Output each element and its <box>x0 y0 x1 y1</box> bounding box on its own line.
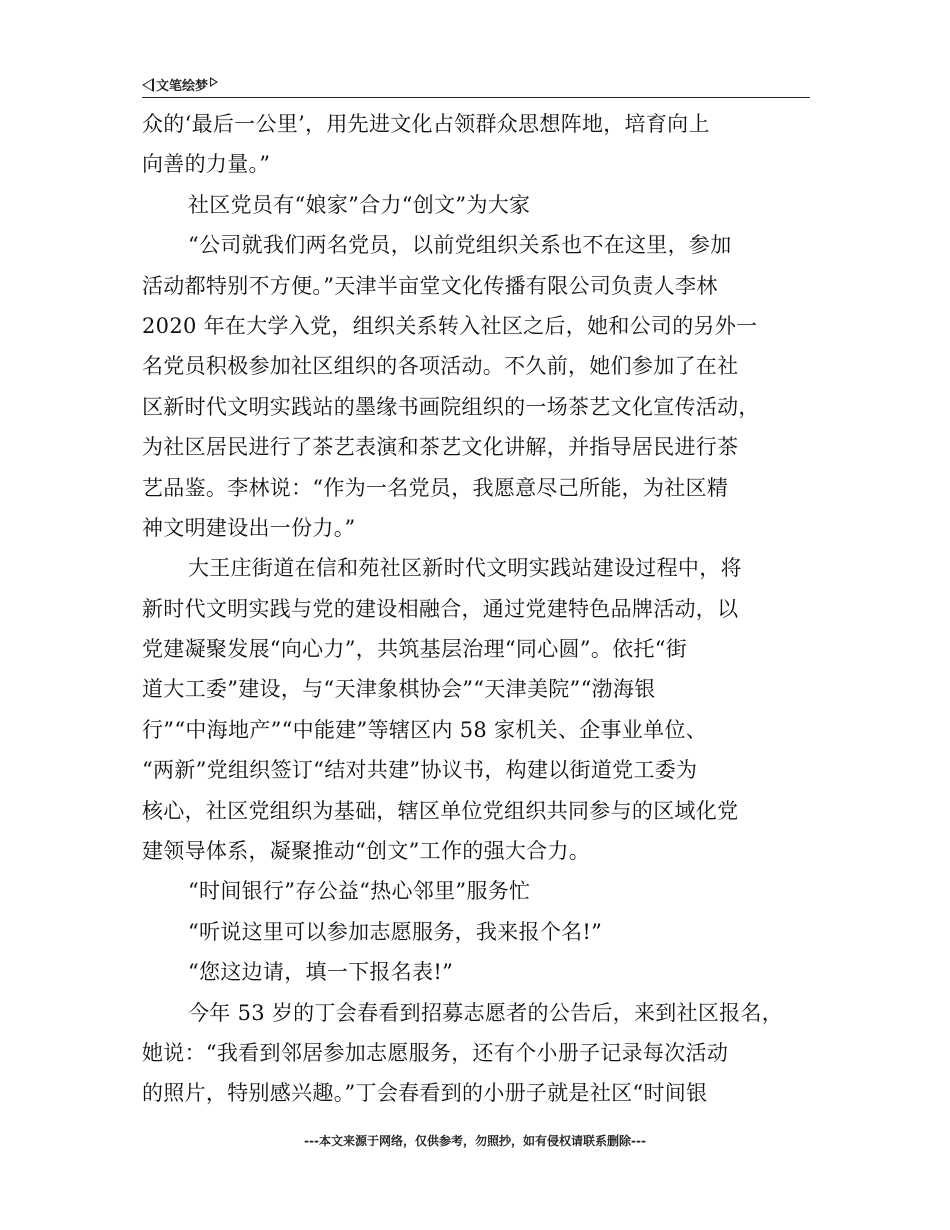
right-triangle-icon <box>210 77 218 87</box>
text-line: 活动都特别不方便。”天津半亩堂文化传播有限公司负责人李林 <box>142 273 718 298</box>
header-title: 文笔绘梦 <box>156 79 209 94</box>
text-line: 她说：“我看到邻居参加志愿服务，还有个小册子记录每次活动 <box>142 1040 729 1065</box>
text-line: 行”“中海地产”“中能建”等辖区内 58 家机关、企事业单位、 <box>142 717 708 742</box>
text-line: 核心，社区党组织为基础，辖区单位党组织共同参与的区域化党 <box>142 798 739 823</box>
text-line: 神文明建设出一份力。” <box>142 515 356 540</box>
text-line: 名党员积极参加社区组织的各项活动。不久前，她们参加了在社 <box>142 354 739 379</box>
text-line: 区新时代文明实践站的墨缘书画院组织的一场茶艺文化宣传活动， <box>142 394 760 419</box>
text-line: 社区党员有“娘家”合力“创文”为大家 <box>188 192 531 217</box>
document-body <box>142 104 818 1114</box>
text-line: 向善的力量。” <box>142 152 271 177</box>
text-line: “两新”党组织签订“结对共建”协议书，构建以街道党工委为 <box>142 758 698 783</box>
text-line: 建领导体系，凝聚推动“创文”工作的强大合力。 <box>142 839 591 864</box>
text-line: 艺品鉴。李林说：“作为一名党员，我愿意尽己所能，为社区精 <box>142 475 729 500</box>
text-line: 为社区居民进行了茶艺表演和茶艺文化讲解，并指导居民进行茶 <box>142 435 739 460</box>
footer-notice: ---本文来源于网络，仅供参考，勿照抄，如有侵权请联系删除--- <box>304 1134 646 1148</box>
text-line: “时间银行”存公益“热心邻里”服务忙 <box>188 879 531 904</box>
text-line: 的照片，特别感兴趣。”丁会春看到的小册子就是社区“时间银 <box>142 1081 708 1106</box>
text-line: 党建凝聚发展“向心力”，共筑基层治理“同心圆”。依托“街 <box>142 637 688 662</box>
text-line: 道大工委”建设，与“天津象棋协会”“天津美院”“渤海银 <box>142 677 656 702</box>
text-line: “您这边请，填一下报名表!” <box>188 960 454 985</box>
page-header <box>142 73 810 98</box>
text-line: “公司就我们两名党员，以前党组织关系也不在这里，参加 <box>188 233 732 258</box>
text-line: 新时代文明实践与党的建设相融合，通过党建特色品牌活动，以 <box>142 596 739 621</box>
text-line: 今年 53 岁的丁会春看到招募志愿者的公告后，来到社区报名， <box>188 1000 784 1025</box>
text-line: 大王庄街道在信和苑社区新时代文明实践站建设过程中，将 <box>188 556 742 581</box>
text-line: 众的‘最后一公里’，用先进文化占领群众思想阵地，培育向上 <box>142 112 710 136</box>
text-line: 2020 年在大学入党，组织关系转入社区之后，她和公司的另外一 <box>142 313 758 338</box>
left-triangle-icon <box>142 78 154 92</box>
text-line: “听说这里可以参加志愿服务，我来报个名!” <box>188 919 603 944</box>
header-brand <box>142 75 218 94</box>
